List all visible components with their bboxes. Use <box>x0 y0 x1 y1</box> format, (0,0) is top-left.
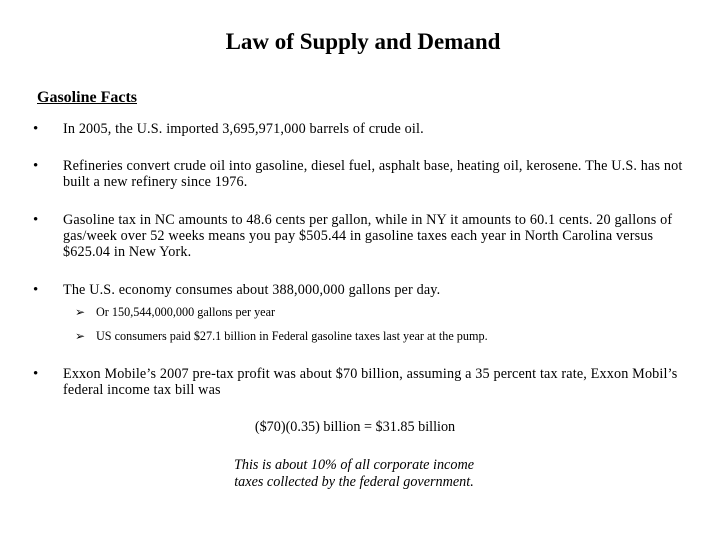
slide-title: Law of Supply and Demand <box>225 29 501 54</box>
arrow-bullet-icon: ➢ <box>75 305 86 319</box>
bullet-icon: • <box>33 366 39 382</box>
italic-note <box>0 457 708 491</box>
bullet-text: In 2005, the U.S. imported 3,695,971,000 barrels of crude oil. <box>63 121 424 137</box>
bullet-icon: • <box>33 212 39 228</box>
tax-equation: ($70)(0.35) billion = $31.85 billion <box>254 419 456 435</box>
section-heading: Gasoline Facts <box>37 89 137 106</box>
bullet-icon: • <box>33 158 39 174</box>
bullet-icon: • <box>33 121 39 137</box>
note-line: This is about 10% of all corporate income <box>234 457 474 473</box>
bullet-text: Gasoline tax in NC amounts to 48.6 cents per gallon, while in NY it amounts to 60.1 cents. 20 gallons of gas/week over 52 weeks means you pay $505.44 in gasoline taxes each year in North Carolina versus $625.04 in New York. <box>63 212 673 260</box>
bullet-text: Exxon Mobile’s 2007 pre-tax profit was about $70 billion, assuming a 35 percent tax rate, Exxon Mobil’s federal income tax bill was <box>63 366 678 398</box>
sub-bullet-text: US consumers paid $27.1 billion in Federal gasoline taxes last year at the pump. <box>96 329 488 343</box>
bullet-text: Refineries convert crude oil into gasoline, diesel fuel, asphalt base, heating oil, kerosene. The U.S. has not built a new refinery since 1976. <box>63 158 683 190</box>
bullet-icon: • <box>33 282 39 298</box>
sub-bullet-text: Or 150,544,000,000 gallons per year <box>96 305 276 319</box>
bullet-text: The U.S. economy consumes about 388,000,000 gallons per day. <box>63 282 441 298</box>
note-line: taxes collected by the federal government. <box>234 474 474 490</box>
arrow-bullet-icon: ➢ <box>75 329 86 343</box>
